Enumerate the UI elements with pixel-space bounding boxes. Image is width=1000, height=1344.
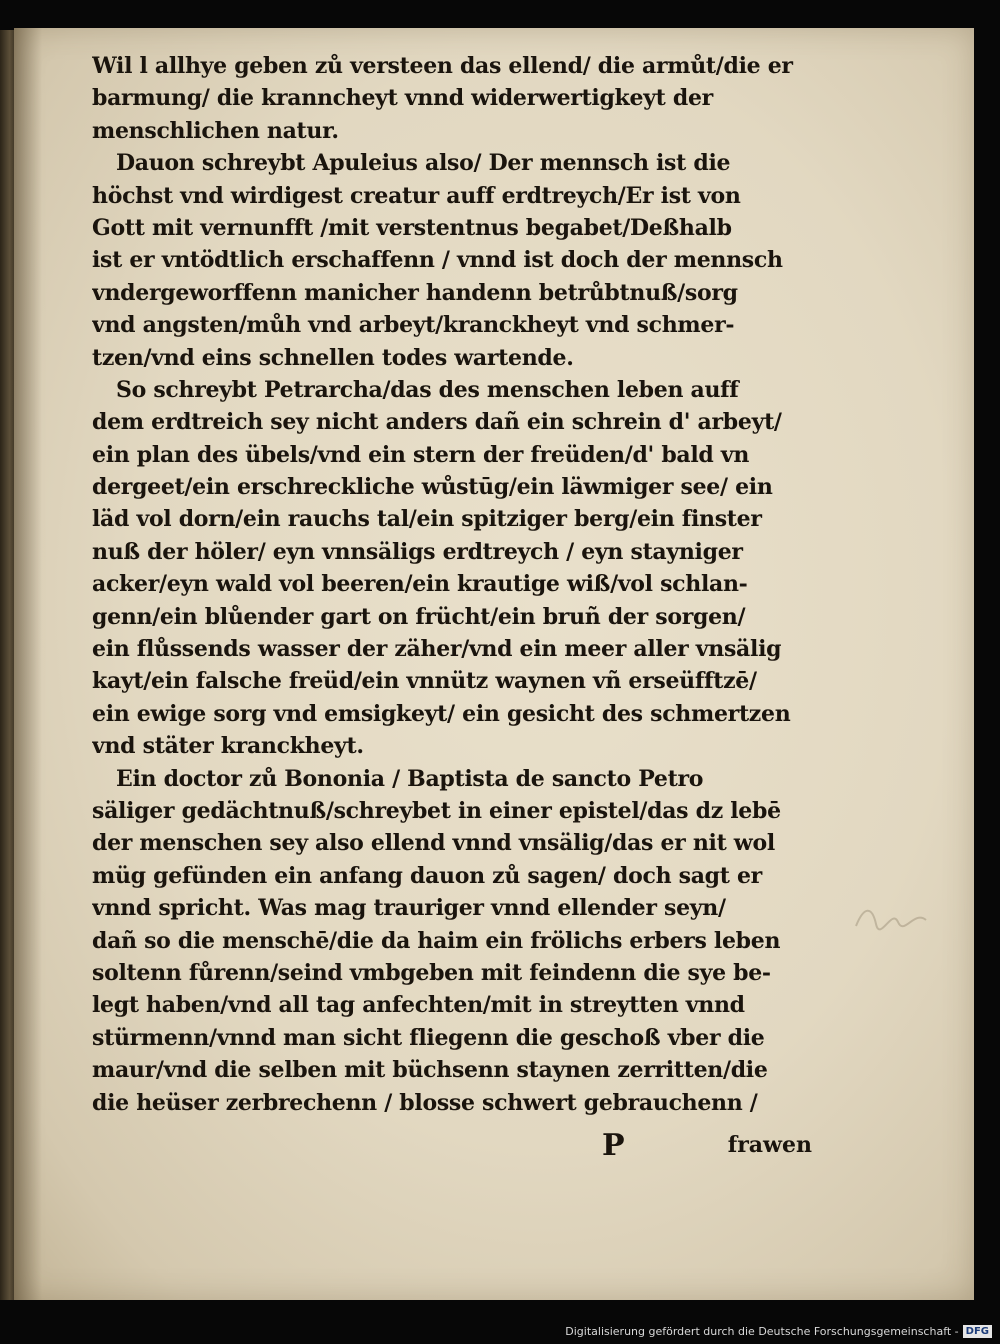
text-line: acker/eyn wald vol beeren/ein krautige wiß/vol schlan- — [92, 571, 748, 598]
text-line: die heüser zerbrechenn / blosse schwert gebrauchenn / — [92, 1089, 758, 1116]
signature-mark: P — [602, 1128, 625, 1163]
text-line: barmung/ die kranncheyt vnnd widerwertigkeyt der — [92, 85, 713, 112]
text-line: Wil l allhye geben zů versteen das ellend/ die armůt/die er — [92, 53, 793, 79]
text-line: höchst vnd wirdigest creatur auff erdtreych/Er ist von — [92, 182, 741, 209]
text-line: müg gefünden ein anfang dauon zů sagen/ doch sagt er — [92, 862, 762, 889]
text-line: kayt/ein falsche freüd/ein vnnütz waynen vñ erseüfftzē/ — [92, 668, 757, 695]
text-line: Gott mit vernunfft /mit verstentnus begabet/Deßhalb — [92, 214, 732, 241]
text-line: menschlichen natur. — [92, 117, 339, 144]
book-page — [14, 28, 974, 1300]
text-line: säliger gedächtnuß/schreybet in einer epistel/das dz lebē — [92, 797, 781, 824]
text-line: genn/ein blůender gart on frücht/ein bruñ der sorgen/ — [92, 603, 746, 630]
dfg-logo-icon: DFG — [963, 1325, 992, 1338]
body-text — [92, 50, 812, 1119]
digitization-footer — [565, 1322, 992, 1340]
text-line: vnd stäter kranckheyt. — [92, 733, 364, 760]
text-line: vnd angsten/můh vnd arbeyt/kranckheyt vnd schmer- — [92, 312, 735, 339]
text-line: stürmenn/vnnd man sicht fliegenn die geschoß vber die — [92, 1024, 765, 1051]
text-line: vndergeworffenn manicher handenn betrůbtnuß/sorg — [92, 279, 738, 306]
text-line: ist er vntödtlich erschaffenn / vnnd ist doch der mennsch — [92, 247, 783, 274]
text-line: vnnd spricht. Was mag trauriger vnnd ellender seyn/ — [92, 895, 726, 922]
text-line: So schreybt Petrarcha/das des menschen leben auff — [116, 376, 739, 403]
catchword: frawen — [727, 1132, 812, 1158]
footer-credit-text: Digitalisierung gefördert durch die Deutsche Forschungsgemeinschaft - — [565, 1324, 959, 1338]
text-line: dergeet/ein erschreckliche wůstūg/ein läwmiger see/ ein — [92, 474, 773, 501]
text-line: soltenn fůrenn/seind vmbgeben mit feindenn die sye be- — [92, 959, 771, 986]
text-line: ein ewige sorg vnd emsigkeyt/ ein gesicht des schmertzen — [92, 700, 791, 727]
text-line: tzen/vnd eins schnellen todes wartende. — [92, 344, 574, 371]
text-line: der menschen sey also ellend vnnd vnsälig/das er nit wol — [92, 830, 775, 857]
page-foot — [92, 1128, 812, 1168]
text-line: ein flůssends wasser der zäher/vnd ein meer aller vnsälig — [92, 636, 782, 663]
text-line: dañ so die menschē/die da haim ein frölichs erbers leben — [92, 927, 781, 954]
text-line: maur/vnd die selben mit büchsenn staynen zerritten/die — [92, 1057, 768, 1084]
text-line: Dauon schreybt Apuleius also/ Der mennsch ist die — [116, 150, 731, 177]
text-line: ein plan des übels/vnd ein stern der freüden/d' bald vn — [92, 441, 750, 468]
text-line: nuß der höler/ eyn vnnsäligs erdtreych / eyn stayniger — [92, 538, 743, 565]
text-line: dem erdtreich sey nicht anders dañ ein schrein d' arbeyt/ — [92, 409, 782, 436]
text-line: läd vol dorn/ein rauchs tal/ein spitziger berg/ein finster — [92, 506, 762, 533]
faded-margin-note — [852, 896, 932, 936]
text-line: Ein doctor zů Bononia / Baptista de sancto Petro — [116, 765, 704, 792]
text-line: legt haben/vnd all tag anfechten/mit in streytten vnnd — [92, 992, 745, 1019]
page-gutter-shadow — [14, 28, 42, 1300]
